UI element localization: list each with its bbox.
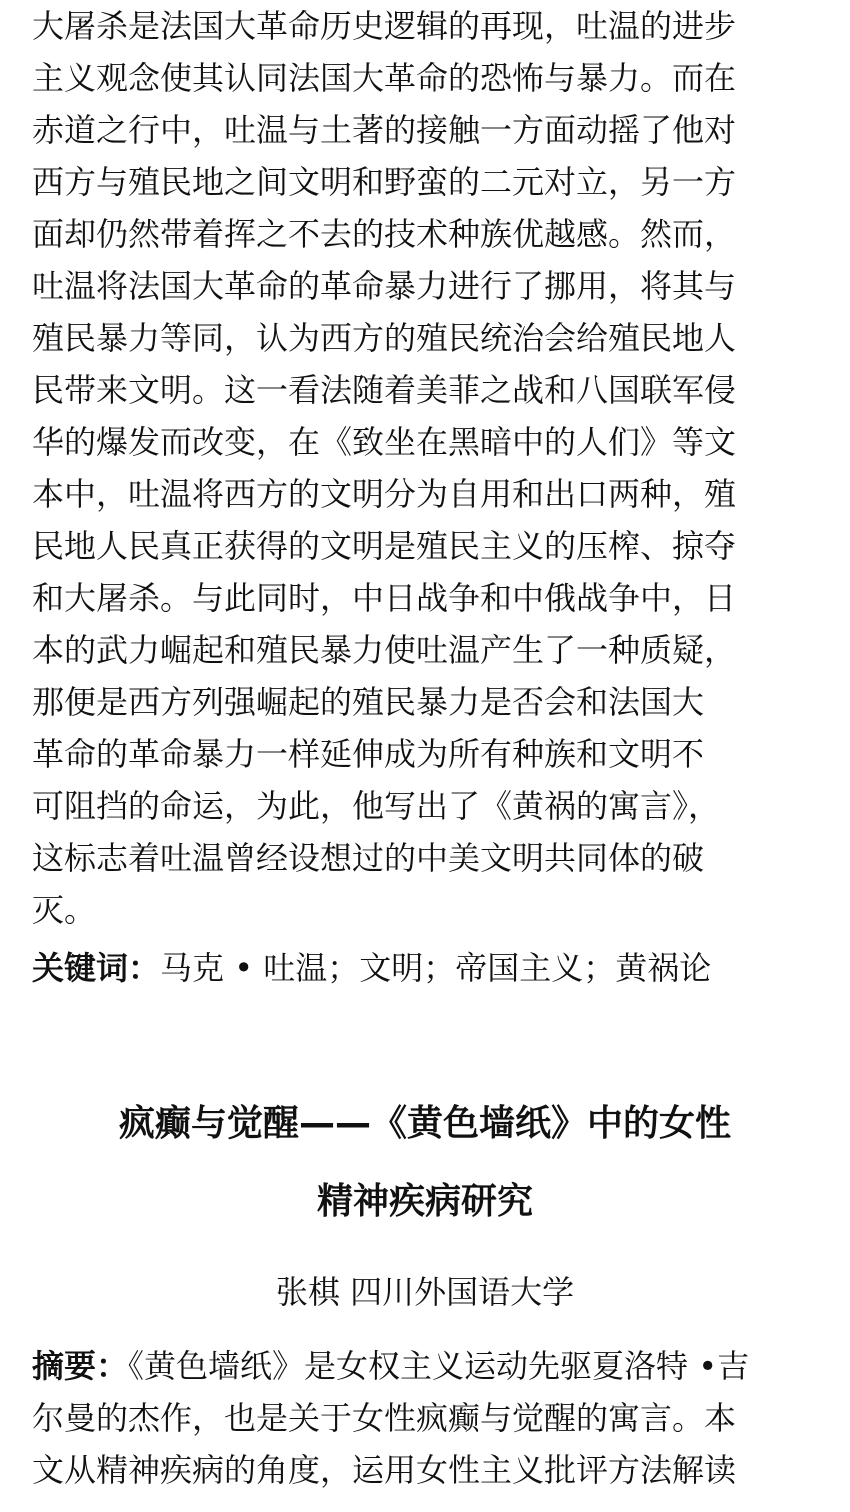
author-line: 张棋 四川外国语大学: [275, 1273, 575, 1311]
abstract-line: 尔曼的杰作，也是关于女性疯癫与觉醒的寓言。本: [32, 1399, 737, 1437]
keywords-text: 马克 • 吐温；文明；帝国主义；黄祸论: [160, 949, 712, 987]
article-title-line2: 精神疾病研究: [316, 1181, 533, 1222]
abstract-line: 灭。: [32, 891, 97, 929]
abstract-line: 文从精神疾病的角度，运用女性主义批评方法解读: [32, 1451, 737, 1489]
abstract-label: 摘要：: [32, 1347, 129, 1385]
abstract-line: 殖民暴力等同，认为西方的殖民统治会给殖民地人: [32, 319, 737, 357]
abstract-line: 主义观念使其认同法国大革命的恐怖与暴力。而在: [32, 59, 737, 97]
abstract-line: 面却仍然带着挥之不去的技术种族优越感。然而，: [32, 215, 737, 253]
abstract-line: 那便是西方列强崛起的殖民暴力是否会和法国大: [32, 683, 705, 721]
abstract-line: 可阻挡的命运，为此，他写出了《黄祸的寓言》，: [32, 787, 721, 825]
abstract-line: 民带来文明。这一看法随着美菲之战和八国联军侵: [32, 371, 737, 409]
abstract-line: 大屠杀是法国大革命历史逻辑的再现，吐温的进步: [32, 7, 737, 45]
article-title-line1: 疯癫与觉醒——《黄色墙纸》中的女性: [118, 1103, 731, 1144]
abstract-line: 本的武力崛起和殖民暴力使吐温产生了一种质疑，: [32, 631, 737, 669]
abstract-line: 革命的革命暴力一样延伸成为所有种族和文明不: [32, 735, 705, 773]
abstract-line: 本中，吐温将西方的文明分为自用和出口两种，殖: [32, 475, 737, 513]
abstract-line: 民地人民真正获得的文明是殖民主义的压榨、掠夺: [32, 527, 737, 565]
abstract-first-line: [32, 1340, 832, 1392]
abstract-line: 这标志着吐温曾经设想过的中美文明共同体的破: [32, 839, 705, 877]
abstract-line: 西方与殖民地之间文明和野蛮的二元对立，另一方: [32, 163, 737, 201]
abstract-line: 赤道之行中，吐温与土著的接触一方面动摇了他对: [32, 111, 737, 149]
keywords-line: [32, 942, 832, 994]
abstract-line: 华的爆发而改变，在《致坐在黑暗中的人们》等文: [32, 423, 737, 461]
abstract-text: 《黄色墙纸》是女权主义运动先驱夏洛特 •吉: [128, 1347, 750, 1385]
abstract-line: 和大屠杀。与此同时，中日战争和中俄战争中，日: [32, 579, 737, 617]
keywords-label: 关键词：: [32, 949, 161, 987]
abstract-line: 吐温将法国大革命的革命暴力进行了挪用，将其与: [32, 267, 737, 305]
